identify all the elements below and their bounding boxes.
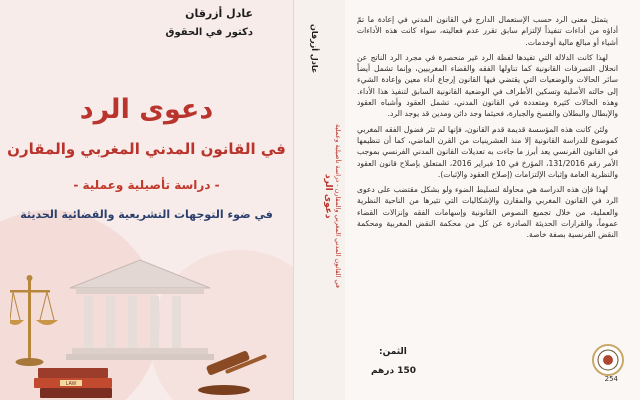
price-label: الثمن: (379, 347, 407, 357)
justice-illustration (10, 240, 286, 400)
book-subtitle: في ضوء التوجهات التشريعية والقضائية الحديثة (20, 208, 273, 221)
back-cover-text (357, 14, 618, 245)
books-icon (34, 368, 112, 398)
book-title-sub: في القانون المدني المغربي والمقارن (7, 140, 286, 158)
back-paragraph: ولئن كانت هذه المؤسسة قديمة قدم القانون، فإنها لم تثر فضول الفقه المغربي كموضوع للدراسة القانونية إلا منذ العشرينيات من القرن الماضي، كما أن تنظيمها في القانون الفرنسي يعد أبرز ما جاءت به تعديلات القانون المدني الفرنسي بموجب الأمر رقم 131/2016، المؤرخ في 10 فبراير 2016، المتعلق بإصلاح قانون العقود والنظرية العامة وإثبات الإلتزامات (إصلاح العقود والإثبات). (357, 124, 618, 179)
back-paragraph: يتمثل معنى الرد حسب الإستعمال الدارج في القانون المدني في إعادة ما تمّ أداؤه من أداءات تنفيذاً لإلتزام سابق تقرر عدم فعاليته، سواء كانت هذه الأداءات أشياء أو مبالغ مالية أوخدمات. (357, 15, 618, 47)
spine-author: عادل أزرقان (310, 24, 319, 74)
spine-text-block (298, 14, 342, 386)
book-tagline: - دراسة تأصيلية وعملية - (73, 178, 220, 192)
book-number: 254 (604, 375, 618, 383)
spine-title: دعوى الرد (323, 174, 333, 219)
back-paragraph: لهذا فإن هذه الدراسة هي محاولة لتسليط الضوء ولو بشكل مقتضب على دعوى الرد في القانون المغربي والمقارن والإشكاليات التي تثيرها من الناحية النظرية والعملية، من خلال تجميع النصوص القانونية وإسهامات الفقه وإنزالات القضاء عموماً، والقرارات الحديثة الصادرة عن كل من محكمة النقض المغربية ومحكمة النقض الفرنسية بصفة خاصة. (357, 185, 618, 240)
publisher-logo (592, 344, 624, 376)
back-paragraph: لهذا كانت الدلالة التي تفيدها لفظة الرد غير منحصرة في مجرد الرد الناتج عن انحلال التصرفات القانونية كما تناولها الفقه والقضاء المغربيين، وإنما تشمل أيضاً سائر الحالات والوضعيات التي يقتضي فيها القانون إرجاع أداء معين وإعادة الشيء إلى حالته الأصلية وتسكين الأطراف في الوضعية القانونية السابق لتنفيذ هذا الأداء. وهذه الحالات كثيرة ومتعددة في القانون المدني، تشمل العقود وأشباه العقود والإبطال والبطلان والفسخ والجبارة، فحيثما وجد دائن ومدين قد يوجد الرد. (357, 52, 618, 119)
author-degree: دكتور في الحقوق (165, 27, 253, 38)
book-spine (293, 0, 347, 400)
author-name: عادل أزرقان (185, 7, 253, 20)
courthouse-icon (66, 260, 214, 360)
back-cover (345, 0, 640, 400)
book-title: دعوى الرد (79, 94, 214, 125)
front-cover (0, 0, 293, 400)
price-value: 150 درهم (371, 366, 417, 376)
scales-icon (10, 275, 58, 366)
law-book-badge: LAW (65, 381, 77, 387)
spine-subtitle: في القانون المدني المغربي والمقارن - دراسة تأصيلية وعملية (334, 124, 342, 288)
